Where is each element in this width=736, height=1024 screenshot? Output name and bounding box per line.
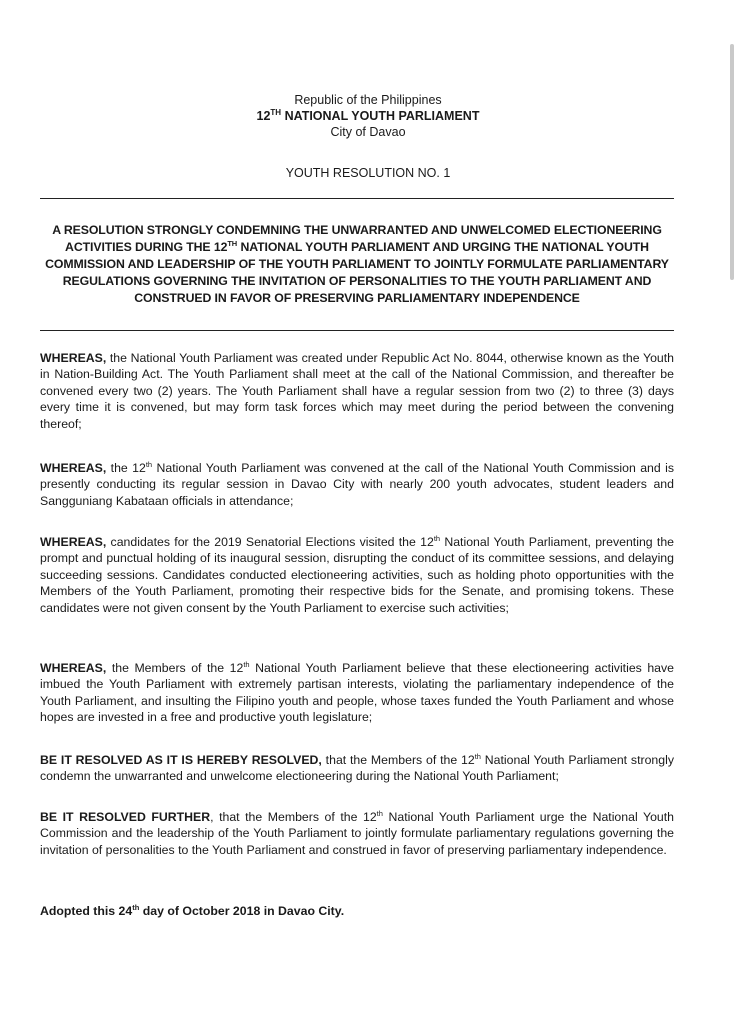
resolution-title	[40, 222, 674, 307]
ordinal-suffix: th	[243, 659, 250, 669]
paragraph-text: National Youth Parliament, preventing the prompt and punctual holding of its inaugural session, disrupting the conduct of its committee sessions, and delaying succeeding sessions. Candidates conducted electioneering activities, such as holding photo opportunities with the Members of the Youth Parliament, promoting their respective bids for the Senate, and promising tokens. These candidates were not given consent by the Youth Parliament to exercise such activities;	[40, 535, 674, 615]
paragraph-lead: BE IT RESOLVED FURTHER	[40, 810, 211, 824]
paragraph-text: National Youth Parliament urge the National Youth Commission and the leadership of the Youth Parliament to jointly formulate parliamentary regulations governing the invitation of personalities to the Youth Parliament and construed in favor of preserving parliamentary independence.	[40, 810, 675, 857]
divider-bottom	[40, 330, 674, 331]
whereas-paragraph-1	[40, 350, 674, 432]
paragraph-text: National Youth Parliament strongly condemn the unwarranted and unwelcome electioneering during the National Youth Parliament;	[40, 753, 674, 784]
resolved-further-paragraph	[40, 809, 674, 858]
ordinal-suffix: th	[474, 751, 481, 761]
paragraph-lead: WHEREAS,	[40, 535, 107, 549]
paragraph-text: National Youth Parliament was convened at the call of the National Youth Commission and is presently conducting its regular session in Davao City with nearly 200 youth advocates, student leaders and Sangguniang Kabataan officials in attendance;	[40, 461, 674, 508]
paragraph-pre: candidates for the 2019 Senatorial Elections visited the 12	[106, 535, 434, 549]
divider-top	[40, 198, 674, 199]
paragraph-lead: WHEREAS,	[40, 661, 107, 675]
document-header	[0, 92, 736, 140]
paragraph-text: the National Youth Parliament was created under Republic Act No. 8044, otherwise known as the Youth in Nation-Building Act. The Youth Parliament shall meet at the call of the National Commission, and thereafter be convened every two (2) years. The Youth Parliament shall have a regular session from two (2) to three (3) days every time it is convened, but may form task forces which may meet during the period between the convening thereof;	[40, 351, 674, 431]
parliament-line	[0, 108, 736, 124]
adoption-line	[40, 904, 344, 918]
paragraph-text: National Youth Parliament believe that these electioneering activities have imbued the Youth Parliament with extremely partisan interests, violating the parliamentary independence of the Youth Parliament, and insulting the Filipino youth and people, whose taxes funded the Youth Parliament and whose hopes are invested in a free and productive youth legislature;	[40, 661, 675, 725]
parliament-ordinal: TH	[270, 107, 282, 117]
whereas-paragraph-3	[40, 534, 674, 616]
title-part-2: NATIONAL YOUTH PARLIAMENT AND URGING THE NATIONAL YOUTH COMMISSION AND LEADERSHIP OF THE YOUTH PARLIAMENT TO JOINTLY FORMULATE PARLIAMENTARY REGULATIONS GOVERNING THE INVITATION OF PERSONALITIES TO THE YOUTH PARLIAMENT AND CONSTRUED IN FAVOR OF PRESERVING PARLIAMENTARY INDEPENDENCE	[45, 240, 669, 305]
whereas-paragraph-4	[40, 660, 674, 726]
ordinal-suffix: th	[132, 902, 140, 912]
paragraph-lead: BE IT RESOLVED AS IT IS HEREBY RESOLVED,	[40, 753, 322, 767]
title-ordinal: TH	[227, 238, 238, 248]
scrollbar-thumb[interactable]	[730, 44, 734, 280]
paragraph-pre: the Members of the 12	[106, 661, 244, 675]
adopted-pre: Adopted this 24	[40, 904, 133, 918]
ordinal-suffix: th	[433, 533, 441, 543]
paragraph-lead: WHEREAS,	[40, 351, 107, 365]
paragraph-pre: the 12	[106, 461, 146, 475]
paragraph-pre: that the Members of the 12	[321, 753, 475, 767]
title-part-1: A RESOLUTION STRONGLY CONDEMNING THE UNWARRANTED AND UNWELCOMED ELECTIONEERING ACTIVITIES DURING THE 12	[52, 223, 662, 254]
adopted-text: day of October 2018 in Davao City.	[139, 904, 345, 918]
resolved-paragraph	[40, 752, 674, 785]
paragraph-lead: WHEREAS,	[40, 461, 107, 475]
parliament-name: NATIONAL YOUTH PARLIAMENT	[281, 109, 480, 123]
ordinal-suffix: th	[145, 459, 153, 469]
city-line: City of Davao	[330, 125, 406, 139]
ordinal-suffix: th	[376, 808, 383, 818]
whereas-paragraph-2	[40, 460, 674, 509]
parliament-number: 12	[256, 109, 271, 123]
paragraph-pre: , that the Members of the 12	[210, 810, 377, 824]
republic-line: Republic of the Philippines	[294, 93, 442, 107]
resolution-number: YOUTH RESOLUTION NO. 1	[285, 166, 451, 180]
